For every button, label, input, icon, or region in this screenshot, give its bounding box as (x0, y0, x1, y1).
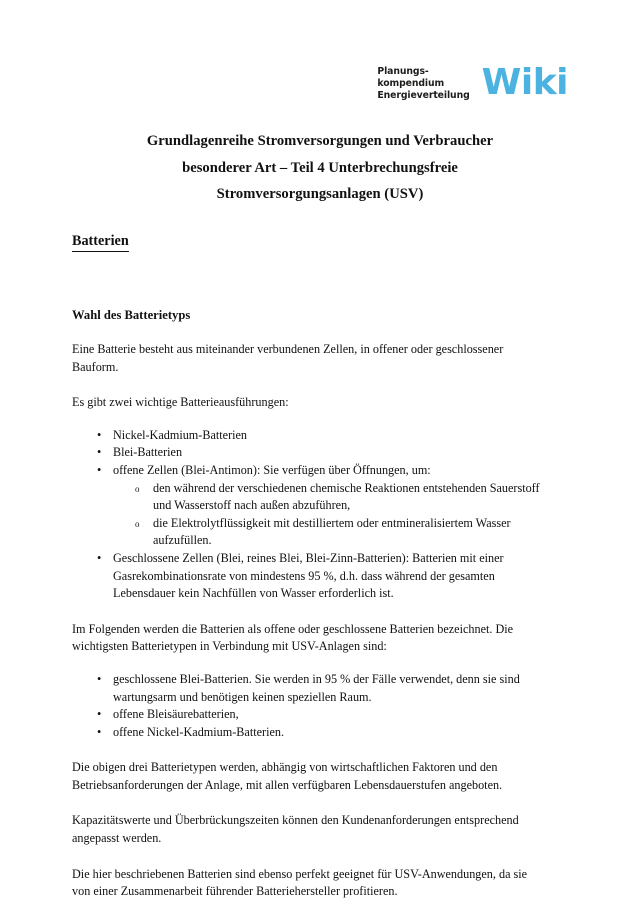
list-item-label: offene Nickel-Kadmium-Batterien. (113, 724, 285, 739)
paragraph-1: Eine Batterie besteht aus miteinander verbundenen Zellen, in offener oder geschlossener Bauform. (72, 342, 504, 374)
sub-bullet-list-1 (113, 480, 542, 550)
brand-logo (377, 62, 568, 104)
bullet-marker-icon: • (97, 445, 102, 460)
sub-list-item (113, 480, 542, 515)
list-item (72, 427, 542, 445)
list-item-label: offene Zellen (Blei-Antimon): Sie verfügen über Öffnungen, um: (113, 462, 431, 477)
document-title-line-1: Grundlagenreihe Stromversorgungen und Verbraucher (146, 133, 494, 149)
document-body (72, 232, 542, 901)
bullet-list-1 (72, 427, 542, 603)
logo-wordmark-line-3: Energieverteilung (377, 90, 470, 102)
paragraph-5: Kapazitätswerte und Überbrückungszeiten können den Kundenanforderungen entsprechend angepasst werden. (72, 813, 519, 846)
sub-list-item-label: den während der verschiedenen chemische Reaktionen entstehenden Sauerstoff und Wasserstoff nach außen abzuführen, (153, 480, 540, 513)
bullet-marker-icon: • (97, 724, 102, 739)
logo-wiki-text: Wiki (481, 62, 568, 104)
paragraph-3: Im Folgenden werden die Batterien als offene oder geschlossene Batterien bezeichnet. Die wichtigsten Batterietypen in Verbindung mit USV-Anlagen sind: (72, 621, 514, 654)
logo-wordmark-line-1: Planungs- (377, 66, 429, 77)
list-item (72, 462, 542, 550)
list-item (72, 724, 542, 742)
sub-list-item-label: die Elektrolytflüssigkeit mit destilliertem oder entmineralisiertem Wasser aufzufüllen. (153, 515, 511, 548)
list-item (72, 706, 542, 724)
bullet-list-2 (72, 671, 542, 741)
bullet-marker-icon: • (97, 427, 102, 442)
circle-bullet-marker-icon: o (135, 483, 140, 494)
list-item-label: Nickel-Kadmium-Batterien (113, 427, 248, 442)
paragraph-4: Die obigen drei Batterietypen werden, abhängig von wirtschaftlichen Faktoren und den Betriebsanforderungen der Anlage, mit allen verfügbaren Lebensdauerstufen angeboten. (72, 760, 503, 792)
logo-wordmark (377, 66, 469, 103)
document-title (72, 128, 568, 208)
document-title-line-2: besonderer Art – Teil 4 Unterbrechungsfreie (182, 159, 458, 176)
circle-bullet-marker-icon: o (135, 518, 140, 529)
list-item-label: offene Bleisäurebatterien, (113, 707, 239, 722)
sub-heading-wahl-des-batterietyps: Wahl des Batterietyps (72, 308, 191, 322)
paragraph-6: Die hier beschriebenen Batterien sind ebenso perfekt geeignet für USV-Anwendungen, da sie von einer Zusammenarbeit führender Batteriehersteller profitieren. (72, 866, 528, 899)
document-title-line-3: Stromversorgungsanlagen (USV) (216, 186, 424, 202)
paragraph-2: Es gibt zwei wichtige Batterieausführungen: (72, 395, 289, 410)
list-item-label: Geschlossene Zellen (Blei, reines Blei, Blei-Zinn-Batterien): Batterien mit einer Gasrekombinationsrate von mindestens 95 %, d.h. dass während der gesamten Lebensdauer kein Nachfüllen von Wasser erforderlich ist. (113, 550, 504, 601)
bullet-marker-icon: • (97, 707, 102, 722)
bullet-marker-icon: • (97, 462, 102, 477)
bullet-marker-icon: • (97, 550, 102, 565)
logo-wordmark-line-2: kompendium (377, 78, 445, 90)
list-item (72, 671, 542, 706)
section-heading-batterien: Batterien (72, 232, 129, 252)
list-item (72, 444, 542, 462)
bullet-marker-icon: • (97, 671, 102, 686)
sub-list-item (113, 515, 542, 550)
list-item-label: Blei-Batterien (113, 445, 183, 460)
list-item (72, 550, 542, 603)
list-item-label: geschlossene Blei-Batterien. Sie werden in 95 % der Fälle verwendet, denn sie sind wartungsarm und benötigen keinen speziellen Raum. (113, 671, 520, 704)
